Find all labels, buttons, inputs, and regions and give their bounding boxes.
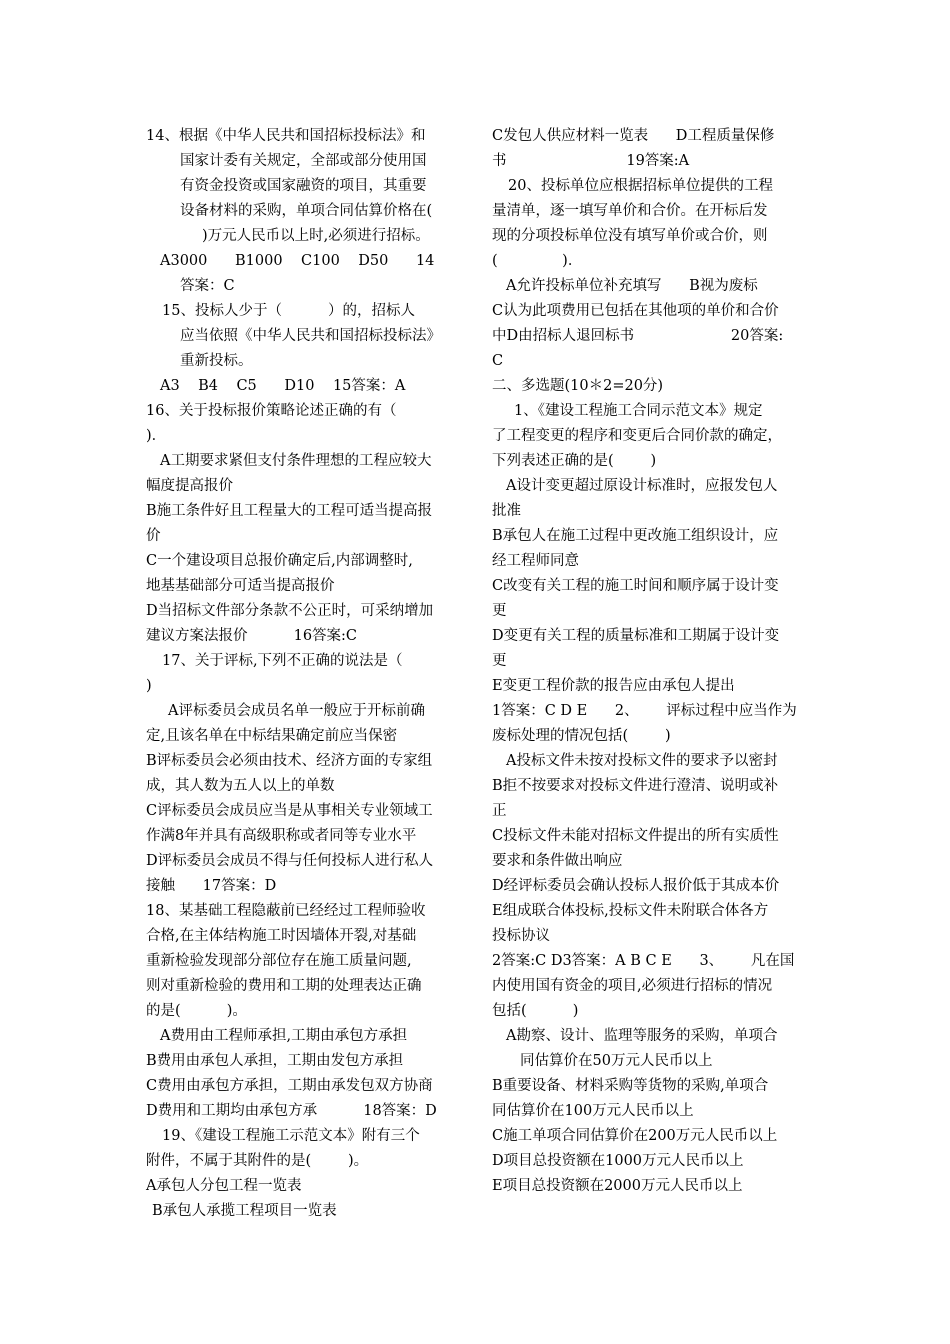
text-line: 20、投标单位应根据招标单位提供的工程 <box>508 178 773 194</box>
text-line: C费用由承包方承担，工期由承发包双方协商 <box>146 1078 433 1094</box>
text-line: C改变有关工程的施工时间和顺序属于设计变 <box>492 578 779 594</box>
text-line: A评标委员会成员名单一般应于开标前确 <box>168 703 425 719</box>
text-line: 重新检验发现部分部位存在施工质量问题, <box>146 953 412 969</box>
text-line: 17、关于评标,下列不正确的说法是（ <box>162 653 403 669</box>
text-line: 幅度提高报价 <box>146 478 233 494</box>
text-line: D变更有关工程的质量标准和工期属于设计变 <box>492 628 780 644</box>
text-line: 包括( ) <box>492 1003 579 1019</box>
text-line: 量清单，逐一填写单价和合价。在开标后发 <box>492 203 768 219</box>
text-line: 作满8年并具有高级职称或者同等专业水平 <box>146 828 417 844</box>
text-line: 附件，不属于其附件的是( )。 <box>146 1153 369 1169</box>
text-line: E组成联合体投标,投标文件未附联合体各方 <box>492 903 769 919</box>
text-line: B施工条件好且工程量大的工程可适当提高报 <box>146 503 433 519</box>
text-line: 建议方案法报价 16答案:C <box>146 628 358 644</box>
text-line: 废标处理的情况包括( ) <box>492 728 671 744</box>
text-line: 下列表述正确的是( ) <box>492 453 657 469</box>
text-line: E变更工程价款的报告应由承包人提出 <box>492 678 735 694</box>
text-line: 内使用国有资金的项目,必须进行招标的情况 <box>492 978 773 994</box>
text-line: A费用由工程师承担,工期由承包方承担 <box>160 1028 408 1044</box>
text-line: 答案：C <box>180 278 235 294</box>
text-line: 经工程师同意 <box>492 553 579 569</box>
text-line: 定,且该名单在中标结果确定前应当保密 <box>146 728 398 744</box>
text-line: 19、《建设工程施工示范文本》附有三个 <box>162 1128 420 1144</box>
text-line: 地基基础部分可适当提高报价 <box>146 578 335 594</box>
right-column <box>492 124 812 1199</box>
text-line: 正 <box>492 803 507 819</box>
text-line: 设备材料的采购，单项合同估算价格在( <box>180 203 433 219</box>
text-line: 2答案:C D3答案：A B C E 3、 凡在国 <box>492 953 795 969</box>
text-line: 批准 <box>492 503 521 519</box>
text-line: E项目总投资额在2000万元人民币以上 <box>492 1178 743 1194</box>
text-line: C认为此项费用已包括在其他项的单价和合价 <box>492 303 779 319</box>
text-line: 重新投标。 <box>180 353 253 369</box>
text-line: 则对重新检验的费用和工期的处理表达正确 <box>146 978 422 994</box>
text-line: 1、《建设工程施工合同示范文本》规定 <box>514 403 763 419</box>
text-line: 更 <box>492 653 507 669</box>
text-line: A允许投标单位补充填写 B视为废标 <box>506 278 758 294</box>
text-line: A勘察、设计、监理等服务的采购，单项合 <box>506 1028 778 1044</box>
text-line: 现的分项投标单位没有填写单价或合价，则 <box>492 228 768 244</box>
text-line: C施工单项合同估算价在200万元人民币以上 <box>492 1128 778 1144</box>
text-line: 16、关于投标报价策略论述正确的有（ <box>146 403 397 419</box>
text-line: D项目总投资额在1000万元人民币以上 <box>492 1153 744 1169</box>
text-line: 价 <box>146 528 161 544</box>
text-line: D经评标委员会确认投标人报价低于其成本价 <box>492 878 780 894</box>
text-line: 的是( )。 <box>146 1003 247 1019</box>
text-line: 书 19答案:A <box>492 153 690 169</box>
text-line: 同估算价在100万元人民币以上 <box>492 1103 694 1119</box>
text-line: B拒不按要求对投标文件进行澄清、说明或补 <box>492 778 779 794</box>
text-line: A3000 B1000 C100 D50 14 <box>160 253 435 269</box>
text-line: B费用由承包人承担，工期由发包方承担 <box>146 1053 404 1069</box>
text-line: A承包人分包工程一览表 <box>146 1178 302 1194</box>
text-line: D评标委员会成员不得与任何投标人进行私人 <box>146 853 434 869</box>
text-line: C投标文件未能对招标文件提出的所有实质性 <box>492 828 779 844</box>
text-line: 二、多选题(10＊2=20分) <box>492 378 664 394</box>
text-line: C一个建设项目总报价确定后,内部调整时, <box>146 553 413 569</box>
text-line: A3 B4 C5 D10 15答案：A <box>160 378 406 394</box>
text-line: 有资金投资或国家融资的项目，其重要 <box>180 178 427 194</box>
text-line: )万元人民币以上时,必须进行招标。 <box>202 228 430 244</box>
text-line: B评标委员会必须由技术、经济方面的专家组 <box>146 753 433 769</box>
text-line: A设计变更超过原设计标准时，应报发包人 <box>506 478 778 494</box>
text-line: C发包人供应材料一览表 D工程质量保修 <box>492 128 775 144</box>
text-line: A投标文件未按对投标文件的要求予以密封 <box>506 753 778 769</box>
text-line: 更 <box>492 603 507 619</box>
left-column <box>146 124 476 1224</box>
text-line: 投标协议 <box>492 928 550 944</box>
text-line: 18、某基础工程隐蔽前已经经过工程师验收 <box>146 903 426 919</box>
text-line: ( )． <box>492 253 583 269</box>
text-line: C评标委员会成员应当是从事相关专业领域工 <box>146 803 433 819</box>
text-line: ) <box>146 678 152 694</box>
text-line: 成，其人数为五人以上的单数 <box>146 778 335 794</box>
text-line: 中D由招标人退回标书 20答案: <box>492 328 784 344</box>
text-line: 了工程变更的程序和变更后合同价款的确定， <box>492 428 782 444</box>
text-line: 14、根据《中华人民共和国招标投标法》和 <box>146 128 426 144</box>
text-line: D当招标文件部分条款不公正时，可采纳增加 <box>146 603 434 619</box>
text-line: 合格,在主体结构施工时因墙体开裂,对基础 <box>146 928 417 944</box>
text-line: A工期要求紧但支付条件理想的工程应较大 <box>160 453 432 469</box>
text-line: D费用和工期均由承包方承 18答案：D <box>146 1103 437 1119</box>
text-line: 15、投标人少于（ ）的，招标人 <box>162 303 416 319</box>
text-line: 应当依照《中华人民共和国招标投标法》 <box>180 328 441 344</box>
text-line: 接触 17答案：D <box>146 878 277 894</box>
text-line: B承包人在施工过程中更改施工组织设计，应 <box>492 528 779 544</box>
text-line: 1答案：C D E 2、 评标过程中应当作为 <box>492 703 797 719</box>
text-line: 同估算价在50万元人民币以上 <box>520 1053 713 1069</box>
text-line: B承包人承揽工程项目一览表 <box>152 1203 337 1219</box>
text-line: )． <box>146 428 167 444</box>
text-line: 要求和条件做出响应 <box>492 853 623 869</box>
text-line: C <box>492 353 504 369</box>
text-line: 国家计委有关规定，全部或部分使用国 <box>180 153 427 169</box>
text-line: B重要设备、材料采购等货物的采购,单项合 <box>492 1078 769 1094</box>
